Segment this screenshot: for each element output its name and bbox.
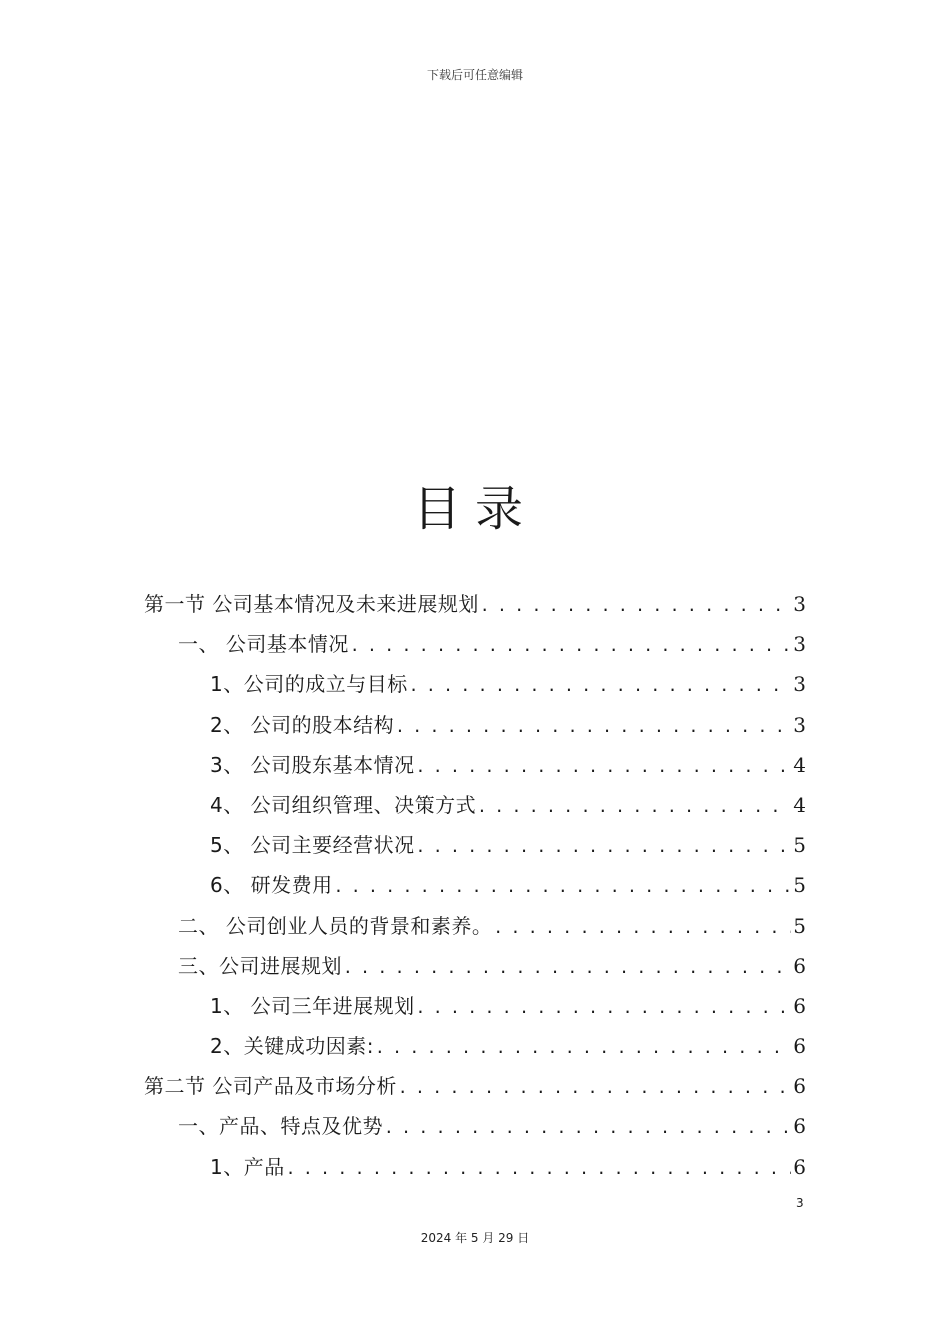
page-header: 下载后可任意编辑 [426,68,523,82]
toc-entry-page: 5 [793,873,806,898]
toc-entry[interactable] [144,664,806,704]
toc-leader-dots [416,747,792,787]
toc-leader-dots [480,586,791,626]
toc-entry-text: 5、 公司主要经营状况 [210,833,415,858]
page-footer-date: 2024 年 5 月 29 日 [420,1231,530,1245]
table-of-contents [144,584,806,1187]
toc-entry-page: 6 [793,993,806,1018]
toc-entry-page: 3 [793,592,806,616]
toc-entry-text: 一、 公司基本情况 [178,632,349,657]
toc-leader-dots [375,1028,791,1068]
toc-entry-page: 6 [793,1114,806,1139]
toc-entry-page: 5 [793,833,806,858]
toc-entry[interactable] [144,865,806,905]
toc-entry[interactable] [144,584,806,624]
toc-leader-dots [350,626,791,666]
toc-leader-dots [343,948,791,988]
toc-entry[interactable] [144,785,806,825]
toc-entry-text: 4、 公司组织管理、决策方式 [210,792,477,817]
toc-entry[interactable] [144,705,806,745]
toc-entry-text: 6、 研发费用 [210,873,333,898]
toc-entry-text: 第一节 公司基本情况及未来进展规划 [144,592,479,616]
toc-entry-page: 4 [793,792,806,817]
toc-entry-page: 6 [793,953,806,978]
toc-entry-text: 1、产品 [210,1154,285,1179]
page-number: 3 [796,1196,804,1210]
toc-entry-page: 5 [793,913,806,938]
toc-title: 目录 [412,481,537,537]
toc-leader-dots [286,1149,792,1189]
toc-leader-dots [416,988,792,1028]
toc-entry-page: 6 [793,1154,806,1179]
toc-entry-text: 一、产品、特点及优势 [178,1114,383,1139]
toc-entry-text: 2、关键成功因素: [210,1034,374,1059]
toc-entry[interactable] [144,825,806,865]
toc-leader-dots [416,827,792,867]
toc-entry-page: 6 [793,1034,806,1059]
toc-leader-dots [395,707,791,747]
toc-entry-text: 二、 公司创业人员的背景和素养。 [178,913,493,938]
toc-entry[interactable] [144,624,806,664]
toc-entry-page: 6 [793,1074,806,1099]
toc-entry[interactable] [144,745,806,785]
toc-leader-dots [409,666,792,706]
toc-entry-page: 3 [793,632,806,657]
toc-entry[interactable] [144,906,806,946]
toc-entry[interactable] [144,1106,806,1146]
toc-entry-text: 3、 公司股东基本情况 [210,752,415,777]
toc-entry-page: 3 [793,672,806,697]
toc-leader-dots [398,1068,791,1108]
toc-entry-page: 3 [793,712,806,737]
toc-entry[interactable] [144,1026,806,1066]
toc-entry[interactable] [144,946,806,986]
toc-entry[interactable] [144,1066,806,1106]
toc-entry-text: 1、 公司三年进展规划 [210,993,415,1018]
toc-entry-text: 1、公司的成立与目标 [210,672,408,697]
toc-leader-dots [384,1108,791,1148]
toc-entry[interactable] [144,1147,806,1187]
toc-leader-dots [477,787,791,827]
toc-entry[interactable] [144,986,806,1026]
toc-entry-text: 三、公司进展规划 [178,953,342,978]
toc-leader-dots [493,908,791,948]
toc-entry-page: 4 [793,752,806,777]
toc-entry-text: 第二节 公司产品及市场分析 [144,1074,397,1099]
toc-entry-text: 2、 公司的股本结构 [210,712,395,737]
toc-leader-dots [334,867,792,907]
